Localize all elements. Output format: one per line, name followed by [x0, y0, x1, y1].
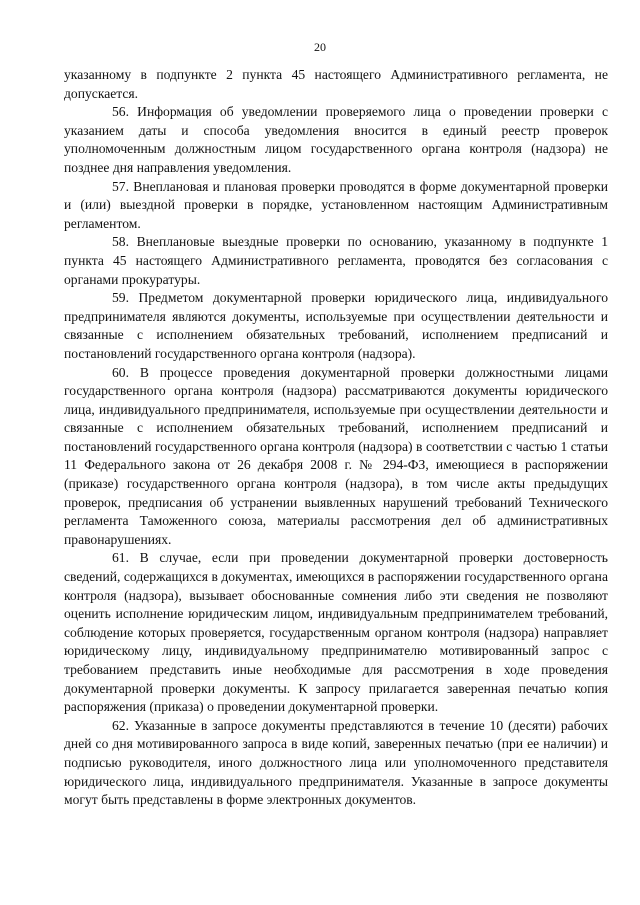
paragraph-56: 56. Информация об уведомлении проверяемого лица о проведении проверки с указанием даты и способа уведомления вносится в единый реестр проверок уполномоченным должностным лицом государственного органа контроля (надзора) не позднее дня направления уведомления. [64, 104, 608, 175]
paragraph-62: 62. Указанные в запросе документы представляются в течение 10 (десяти) рабочих дней со дня мотивированного запроса в виде копий, заверенных печатью (при ее наличии) и подписью руководителя, иного должностного лица или уполномоченного представителя юридического лица, индивидуального предпринимателя. Указанные в запросе документы могут быть представлены в форме электронных документов. [64, 717, 608, 808]
paragraph-60: 60. В процессе проведения документарной проверки должностными лицами государственного органа контроля (надзора) рассматриваются документы юридического лица, индивидуального предпринимателя, используемые при осуществлении деятельности и связанные с исполнением обязательных требований, исполнением предписаний и постановлений государственного органа контроля (надзора) в соответствии с частью 1 статьи 11 Федерального закона от 26 декабря 2008 г. № 294-ФЗ, имеющиеся в распоряжении (приказе) государственного органа контроля (надзора), в том числе акты предыдущих проверок, предписания об устранении выявленных нарушений требований Технического регламента Таможенного союза, материалы рассмотрения дел об административных правонарушениях. [64, 364, 608, 547]
paragraph-58: 58. Внеплановые выездные проверки по основанию, указанному в подпункте 1 пункта 45 настоящего Административного регламента, проводятся без согласования с органами прокуратуры. [64, 234, 608, 287]
page-number: 20 [314, 40, 326, 54]
paragraph-59: 59. Предметом документарной проверки юридического лица, индивидуального предпринимателя являются документы, используемые при осуществлении деятельности и связанные с исполнением обязательных требований, исполнением предписаний и постановлений государственного органа контроля (надзора). [64, 290, 608, 361]
paragraph-57: 57. Внеплановая и плановая проверки проводятся в форме документарной проверки и (или) выездной проверки в порядке, установленном настоящим Административным регламентом. [64, 178, 608, 231]
paragraph-61: 61. В случае, если при проведении документарной проверки достоверность сведений, содержащихся в документах, имеющихся в распоряжении государственного органа контроля (надзора), вызывает обоснованные сомнения либо эти сведения не позволяют оценить исполнение юридическим лицом, индивидуальным предпринимателем требований, соблюдение которых проверяется, государственным органом контроля (надзора) направляет юридическому лицу, индивидуальному предпринимателю мотивированный запрос с требованием представить иные необходимые для рассмотрения в ходе проведения документарной проверки документы. К запросу прилагается заверенная печатью копия распоряжения (приказа) о проведении документарной проверки. [64, 550, 608, 715]
paragraph-55-continuation: указанному в подпункте 2 пункта 45 настоящего Административного регламента, не допускается. [64, 67, 608, 101]
document-body [64, 66, 608, 810]
